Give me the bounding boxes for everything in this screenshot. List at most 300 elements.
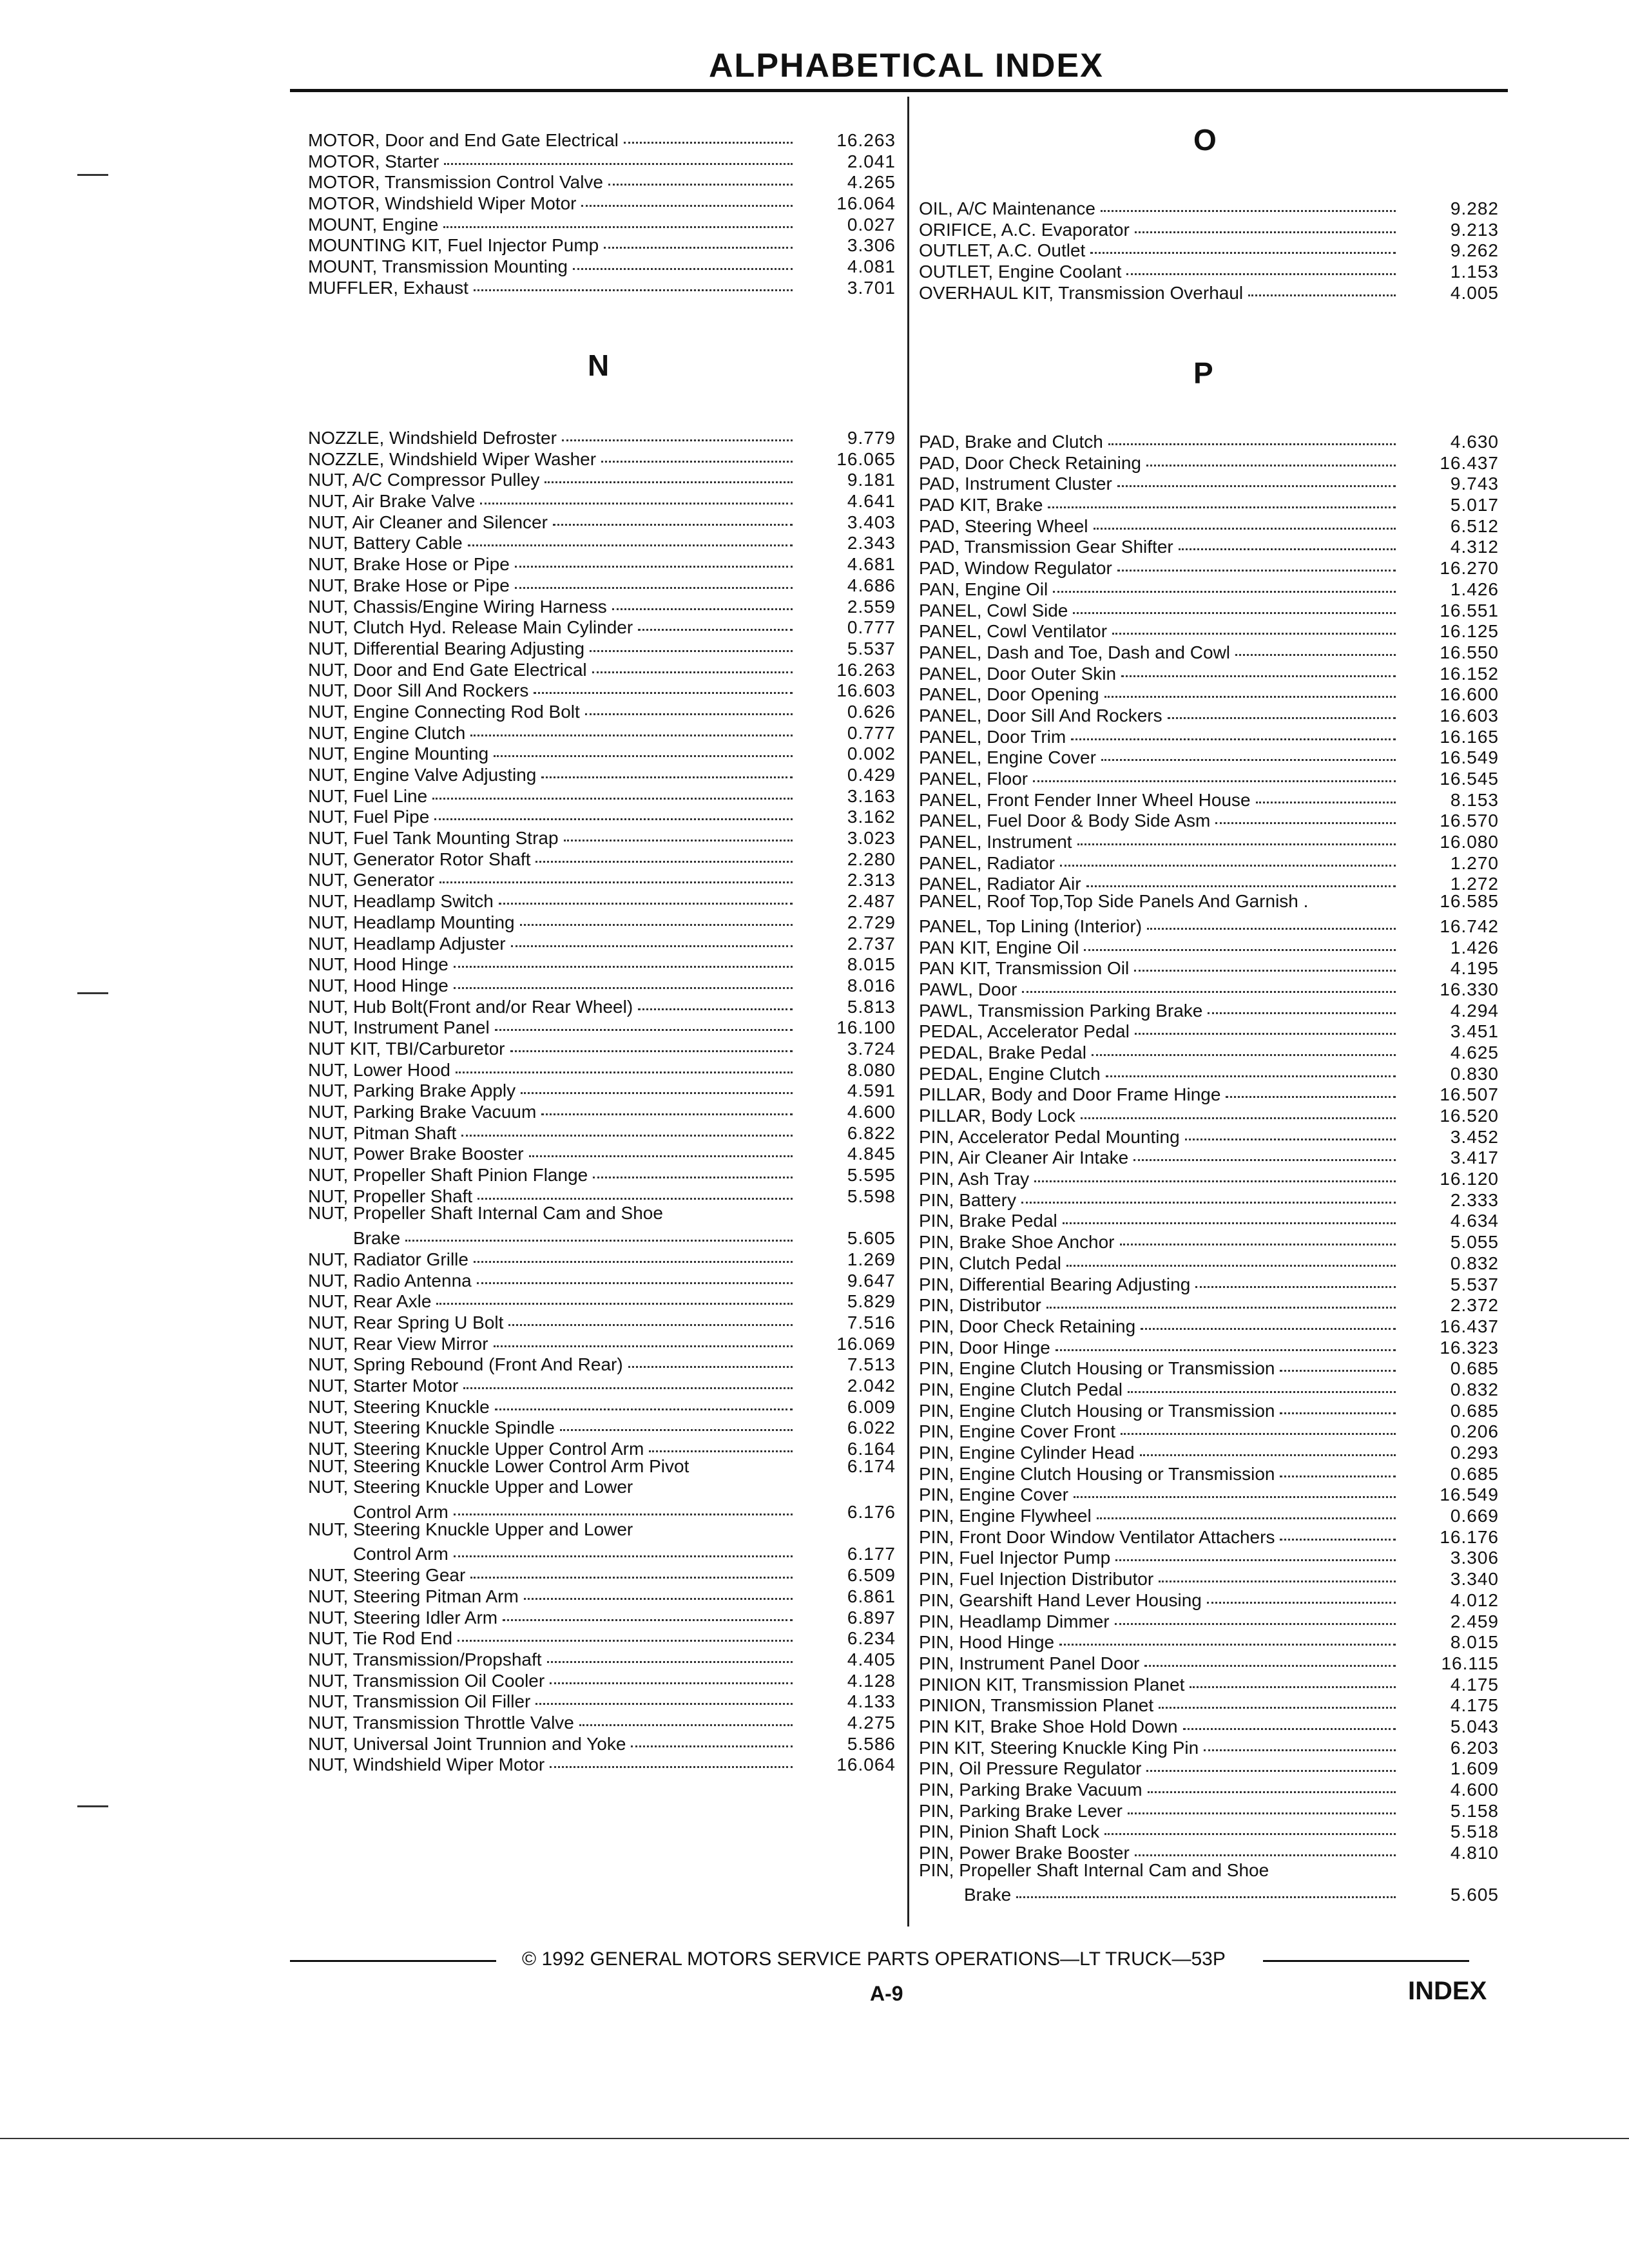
entry-page-ref: 5.537 bbox=[1450, 1274, 1499, 1294]
dot-leader bbox=[1121, 660, 1396, 677]
index-list-m bbox=[308, 126, 896, 298]
entry-name: PAD, Transmission Gear Shifter bbox=[919, 537, 1173, 557]
dot-leader bbox=[1117, 470, 1396, 487]
entry-name: PEDAL, Engine Clutch bbox=[919, 1063, 1101, 1084]
dot-leader bbox=[1077, 828, 1396, 845]
left-column bbox=[308, 126, 896, 298]
entry-page-ref: 16.152 bbox=[1440, 663, 1499, 684]
dot-leader bbox=[1195, 1271, 1396, 1288]
entry-name: MUFFLER, Exhaust bbox=[308, 277, 468, 298]
entry-page-ref: 5.605 bbox=[1450, 1885, 1499, 1905]
entry-name: NUT, Generator bbox=[308, 870, 435, 890]
dot-leader bbox=[515, 550, 793, 568]
entry-name: NUT, Air Cleaner and Silencer bbox=[308, 512, 548, 532]
entry-page-ref: 0.685 bbox=[1450, 1400, 1499, 1421]
entry-page-ref: 1.153 bbox=[1450, 262, 1499, 282]
dot-leader bbox=[1060, 849, 1396, 867]
entry-name: NUT, Parking Brake Apply bbox=[308, 1081, 516, 1101]
entry-name: PIN, Engine Cover Front bbox=[919, 1421, 1116, 1442]
entry-page-ref: 9.181 bbox=[847, 470, 896, 490]
index-entry bbox=[308, 1477, 896, 1498]
dot-leader bbox=[1055, 1334, 1396, 1351]
dot-leader bbox=[608, 168, 793, 186]
entry-page-ref: 8.080 bbox=[847, 1059, 896, 1080]
dot-leader bbox=[628, 1350, 793, 1368]
entry-name: PAD, Door Check Retaining bbox=[919, 452, 1141, 473]
entry-page-ref: 9.262 bbox=[1450, 240, 1499, 261]
entry-name: NUT, Steering Knuckle Upper and Lower bbox=[308, 1519, 633, 1539]
dot-leader bbox=[1208, 997, 1396, 1014]
entry-page-ref: 3.163 bbox=[847, 785, 896, 806]
dot-leader bbox=[1126, 258, 1396, 275]
entry-name: OIL, A/C Maintenance bbox=[919, 198, 1095, 218]
entry-page-ref: 2.343 bbox=[847, 533, 896, 553]
dot-leader bbox=[1144, 1649, 1396, 1667]
entry-name: PIN, Pinion Shaft Lock bbox=[919, 1821, 1100, 1842]
entry-page-ref: 5.586 bbox=[847, 1733, 896, 1754]
entry-name: NUT, Universal Joint Trunnion and Yoke bbox=[308, 1733, 626, 1754]
dot-leader bbox=[1207, 1586, 1396, 1604]
entry-page-ref: 5.017 bbox=[1450, 495, 1499, 515]
dot-leader bbox=[1280, 1354, 1396, 1372]
dot-leader bbox=[1101, 744, 1396, 761]
entry-name: NUT, Engine Valve Adjusting bbox=[308, 765, 537, 785]
entry-page-ref: 4.630 bbox=[1450, 432, 1499, 452]
dot-leader bbox=[470, 1561, 793, 1579]
dot-leader bbox=[468, 529, 793, 546]
entry-page-ref: 16.507 bbox=[1440, 1084, 1499, 1105]
entry-page-ref: 16.330 bbox=[1440, 979, 1499, 999]
entry-name: NUT, Propeller Shaft Pinion Flange bbox=[308, 1165, 588, 1186]
entry-page-ref: 8.016 bbox=[847, 975, 896, 995]
entry-page-ref: 4.405 bbox=[847, 1649, 896, 1669]
entry-page-ref: 3.023 bbox=[847, 828, 896, 849]
dot-leader bbox=[454, 1540, 793, 1557]
entry-name: PIN, Door Hinge bbox=[919, 1337, 1050, 1358]
entry-name: OVERHAUL KIT, Transmission Overhaul bbox=[919, 282, 1244, 303]
entry-page-ref: 6.009 bbox=[847, 1396, 896, 1417]
entry-name: PANEL, Door Outer Skin bbox=[919, 663, 1117, 684]
entry-name: PILLAR, Body Lock bbox=[919, 1106, 1075, 1126]
entry-name: NUT, Pitman Shaft bbox=[308, 1122, 457, 1143]
dot-leader bbox=[1204, 1734, 1396, 1751]
index-section-label: INDEX bbox=[1408, 1977, 1487, 2005]
entry-name: PIN, Fuel Injector Pump bbox=[919, 1548, 1111, 1568]
entry-name: OUTLET, Engine Coolant bbox=[919, 262, 1122, 282]
entry-name: PIN, Instrument Panel Door bbox=[919, 1653, 1140, 1673]
entry-page-ref: 16.064 bbox=[836, 1754, 896, 1775]
entry-name: NUT, Chassis/Engine Wiring Harness bbox=[308, 596, 607, 617]
dot-leader bbox=[1090, 236, 1396, 254]
entry-name: NOZZLE, Windshield Wiper Washer bbox=[308, 448, 597, 469]
index-entry bbox=[308, 1456, 896, 1477]
entry-name: NUT, Engine Mounting bbox=[308, 744, 489, 764]
entry-page-ref: 4.175 bbox=[1450, 1695, 1499, 1716]
entry-page-ref: 2.313 bbox=[847, 870, 896, 890]
entry-name: PIN, Accelerator Pedal Mounting bbox=[919, 1126, 1180, 1147]
entry-page-ref: 3.724 bbox=[847, 1038, 896, 1059]
dot-leader bbox=[550, 1751, 793, 1768]
entry-name: PIN, Brake Shoe Anchor bbox=[919, 1232, 1115, 1253]
entry-name: PANEL, Dash and Toe, Dash and Cowl bbox=[919, 642, 1231, 662]
entry-name: PANEL, Door Opening bbox=[919, 684, 1099, 705]
entry-name: NUT, Radio Antenna bbox=[308, 1270, 472, 1291]
dot-leader bbox=[1074, 1481, 1396, 1498]
entry-name: NUT, Steering Pitman Arm bbox=[308, 1586, 519, 1606]
entry-name: PAD, Instrument Cluster bbox=[919, 474, 1112, 494]
entry-name: MOUNTING KIT, Fuel Injector Pump bbox=[308, 235, 599, 256]
entry-name: PAN KIT, Engine Oil bbox=[919, 937, 1079, 957]
dot-leader bbox=[545, 466, 793, 483]
entry-name: PANEL, Radiator bbox=[919, 852, 1055, 873]
entry-page-ref: 9.282 bbox=[1450, 198, 1499, 218]
entry-name: NUT, Door and End Gate Electrical bbox=[308, 659, 587, 680]
dot-leader bbox=[1159, 1565, 1396, 1582]
entry-name: NUT, Rear View Mirror bbox=[308, 1333, 488, 1354]
entry-page-ref: 3.306 bbox=[1450, 1548, 1499, 1568]
entry-name: NUT, Air Brake Valve bbox=[308, 491, 476, 512]
dot-leader bbox=[592, 656, 793, 673]
dot-leader bbox=[1146, 1754, 1396, 1772]
dot-leader bbox=[541, 761, 793, 778]
entry-name: PIN, Battery bbox=[919, 1189, 1016, 1210]
entry-page-ref: 6.234 bbox=[847, 1628, 896, 1649]
index-entry bbox=[919, 195, 1499, 216]
entry-page-ref: 9.213 bbox=[1450, 219, 1499, 240]
index-entry-continuation bbox=[308, 1540, 896, 1564]
dot-leader bbox=[495, 1393, 793, 1410]
entry-name: NUT, Starter Motor bbox=[308, 1375, 459, 1396]
entry-name: NUT, Steering Idler Arm bbox=[308, 1607, 498, 1628]
entry-name: PAD, Steering Wheel bbox=[919, 515, 1088, 536]
dot-leader bbox=[1121, 1418, 1396, 1435]
dot-leader bbox=[1135, 1017, 1396, 1035]
dot-leader bbox=[1084, 934, 1396, 951]
dot-leader bbox=[1185, 1123, 1396, 1140]
entry-page-ref: 16.551 bbox=[1440, 600, 1499, 620]
entry-page-ref: 0.293 bbox=[1450, 1443, 1499, 1463]
dot-leader bbox=[1066, 1249, 1396, 1267]
index-list-o bbox=[919, 195, 1499, 303]
entry-page-ref: 16.065 bbox=[836, 448, 896, 469]
entry-page-ref: 5.158 bbox=[1450, 1800, 1499, 1821]
entry-page-ref: 5.595 bbox=[847, 1165, 896, 1186]
entry-page-ref: 2.487 bbox=[847, 891, 896, 912]
dot-leader bbox=[480, 487, 793, 505]
entry-page-ref: 1.426 bbox=[1450, 579, 1499, 599]
dot-leader bbox=[562, 424, 793, 441]
entry-page-ref: 3.340 bbox=[1450, 1569, 1499, 1590]
entry-page-ref: 2.459 bbox=[1450, 1611, 1499, 1631]
entry-name: NUT, Tie Rod End bbox=[308, 1628, 453, 1649]
dot-leader bbox=[529, 1140, 793, 1157]
scan-bottom-rule bbox=[0, 2138, 1629, 2139]
dot-leader bbox=[590, 635, 793, 652]
entry-page-ref: 5.518 bbox=[1450, 1821, 1499, 1842]
entry-name: PINION KIT, Transmission Planet bbox=[919, 1674, 1185, 1695]
entry-name: PIN, Differential Bearing Adjusting bbox=[919, 1274, 1191, 1294]
entry-page-ref: 16.100 bbox=[836, 1017, 896, 1038]
entry-page-ref: 0.777 bbox=[847, 617, 896, 638]
dot-leader bbox=[1108, 428, 1396, 445]
dot-leader bbox=[454, 950, 793, 968]
dot-leader bbox=[535, 1687, 793, 1705]
entry-page-ref: 4.600 bbox=[847, 1102, 896, 1122]
right-column-o bbox=[919, 195, 1499, 303]
dot-leader bbox=[1112, 617, 1396, 635]
entry-page-ref: 6.822 bbox=[847, 1122, 896, 1143]
entry-page-ref: 16.585 bbox=[1440, 891, 1499, 912]
section-letter-o: O bbox=[1193, 123, 1217, 157]
index-entry-continuation bbox=[308, 1224, 896, 1249]
entry-name: PIN, Brake Pedal bbox=[919, 1211, 1057, 1231]
entry-page-ref: 6.512 bbox=[1450, 515, 1499, 536]
entry-name: PIN, Engine Clutch Housing or Transmission bbox=[919, 1463, 1275, 1484]
entry-page-ref: 4.634 bbox=[1450, 1211, 1499, 1231]
entry-page-ref: 2.041 bbox=[847, 151, 896, 171]
entry-page-ref: 16.115 bbox=[1441, 1653, 1499, 1673]
entry-page-ref: 6.861 bbox=[847, 1586, 896, 1606]
entry-page-ref: 0.777 bbox=[847, 722, 896, 743]
dot-leader bbox=[1106, 1060, 1396, 1077]
entry-page-ref: 4.175 bbox=[1450, 1674, 1499, 1695]
entry-page-ref: 16.520 bbox=[1440, 1106, 1499, 1126]
entry-name: NUT, Door Sill And Rockers bbox=[308, 680, 529, 701]
entry-name: NUT, Brake Hose or Pipe bbox=[308, 554, 510, 575]
entry-page-ref: 6.176 bbox=[847, 1502, 896, 1523]
entry-name: NUT, Engine Clutch bbox=[308, 722, 466, 743]
entry-page-ref: 6.509 bbox=[847, 1565, 896, 1586]
entry-page-ref: 8.153 bbox=[1450, 789, 1499, 810]
entry-name: PEDAL, Brake Pedal bbox=[919, 1042, 1086, 1062]
entry-page-ref: 5.605 bbox=[847, 1228, 896, 1249]
entry-name: PEDAL, Accelerator Pedal bbox=[919, 1021, 1130, 1042]
entry-page-ref: 16.550 bbox=[1440, 642, 1499, 662]
dot-leader bbox=[534, 677, 793, 694]
dot-leader bbox=[520, 908, 793, 926]
entry-page-ref: 4.686 bbox=[847, 575, 896, 595]
dot-leader bbox=[1094, 512, 1396, 530]
entry-page-ref: 0.685 bbox=[1450, 1463, 1499, 1484]
entry-page-ref: 6.022 bbox=[847, 1418, 896, 1438]
dot-leader bbox=[1046, 1291, 1396, 1309]
entry-name: PIN, Gearshift Hand Lever Housing bbox=[919, 1590, 1202, 1610]
dot-leader bbox=[1146, 449, 1396, 466]
dot-leader bbox=[454, 1498, 793, 1515]
dot-leader bbox=[470, 719, 793, 736]
entry-page-ref: 4.845 bbox=[847, 1144, 896, 1164]
dot-leader bbox=[405, 1224, 793, 1242]
dot-leader bbox=[601, 445, 793, 463]
dot-leader bbox=[494, 1330, 793, 1347]
entry-name: NUT, Windshield Wiper Motor bbox=[308, 1754, 545, 1775]
entry-name: NUT, Instrument Panel bbox=[308, 1017, 490, 1038]
entry-page-ref: 2.737 bbox=[847, 933, 896, 954]
dot-leader bbox=[579, 1709, 793, 1726]
entry-page-ref: 16.176 bbox=[1440, 1526, 1499, 1547]
entry-page-ref: 0.669 bbox=[1450, 1506, 1499, 1526]
dot-leader bbox=[1159, 1691, 1396, 1709]
entry-name: PANEL, Front Fender Inner Wheel House bbox=[919, 789, 1251, 810]
dot-leader bbox=[474, 274, 793, 291]
footer-rule-right bbox=[1263, 1960, 1469, 1962]
column-divider bbox=[907, 97, 909, 1927]
entry-name: PIN KIT, Brake Shoe Hold Down bbox=[919, 1716, 1178, 1736]
entry-name: PIN, Headlamp Dimmer bbox=[919, 1611, 1110, 1631]
entry-name-continued: Brake bbox=[964, 1885, 1012, 1905]
entry-name: PANEL, Radiator Air bbox=[919, 874, 1081, 894]
entry-page-ref: 4.600 bbox=[1450, 1780, 1499, 1800]
entry-page-ref: 16.437 bbox=[1440, 452, 1499, 473]
dot-leader bbox=[1280, 1523, 1396, 1541]
entry-name: NUT, Hub Bolt(Front and/or Rear Wheel) bbox=[308, 996, 633, 1017]
entry-page-ref: 0.429 bbox=[847, 765, 896, 785]
entry-name: PIN, Engine Cover bbox=[919, 1485, 1068, 1505]
entry-name: PANEL, Roof Top,Top Side Panels And Garnish . bbox=[919, 891, 1309, 912]
entry-page-ref: 0.832 bbox=[1450, 1253, 1499, 1273]
entry-name: MOUNT, Engine bbox=[308, 214, 439, 235]
entry-page-ref: 16.603 bbox=[1440, 705, 1499, 726]
entry-name-continued: Control Arm bbox=[353, 1544, 448, 1564]
dot-leader bbox=[515, 572, 793, 589]
entry-name: MOUNT, Transmission Mounting bbox=[308, 256, 568, 277]
entry-page-ref: 2.559 bbox=[847, 596, 896, 617]
section-letter-n: N bbox=[588, 349, 610, 382]
dot-leader bbox=[1226, 1081, 1396, 1098]
entry-name: PAD KIT, Brake bbox=[919, 495, 1043, 515]
entry-name: NUT, Steering Knuckle Lower Control Arm Pivot bbox=[308, 1456, 689, 1476]
dot-leader bbox=[508, 1309, 793, 1326]
entry-page-ref: 3.417 bbox=[1450, 1148, 1499, 1168]
entry-page-ref: 16.603 bbox=[836, 680, 896, 701]
entry-page-ref: 3.452 bbox=[1450, 1126, 1499, 1147]
entry-name: PANEL, Cowl Ventilator bbox=[919, 621, 1108, 642]
dot-leader bbox=[1128, 1797, 1396, 1814]
dot-leader bbox=[477, 1267, 793, 1284]
dot-leader bbox=[535, 845, 793, 863]
dot-leader bbox=[1140, 1439, 1396, 1456]
index-entry bbox=[919, 912, 1499, 934]
section-letter-p: P bbox=[1193, 356, 1213, 390]
entry-name: NUT, Transmission Oil Filler bbox=[308, 1691, 531, 1712]
dot-leader bbox=[1104, 1818, 1396, 1835]
entry-page-ref: 16.742 bbox=[1440, 916, 1499, 936]
entry-page-ref: 8.015 bbox=[1450, 1632, 1499, 1653]
entry-name: NUT KIT, TBI/Carburetor bbox=[308, 1038, 505, 1059]
entry-name: PIN, Door Check Retaining bbox=[919, 1316, 1136, 1336]
dot-leader bbox=[1101, 195, 1396, 212]
entry-name: PIN, Hood Hinge bbox=[919, 1632, 1055, 1653]
entry-name: NUT, Clutch Hyd. Release Main Cylinder bbox=[308, 617, 633, 638]
entry-name: NUT, Rear Axle bbox=[308, 1291, 432, 1312]
entry-name: PANEL, Engine Cover bbox=[919, 747, 1096, 768]
dot-leader bbox=[439, 866, 793, 883]
entry-name: MOTOR, Windshield Wiper Motor bbox=[308, 193, 577, 214]
entry-page-ref: 6.177 bbox=[847, 1544, 896, 1564]
dot-leader bbox=[1115, 1544, 1396, 1561]
entry-page-ref: 4.265 bbox=[847, 172, 896, 193]
dot-leader bbox=[541, 1098, 793, 1115]
dot-leader bbox=[1104, 680, 1396, 698]
dot-leader bbox=[573, 253, 793, 270]
entry-name: NUT, Steering Knuckle bbox=[308, 1396, 490, 1417]
entry-name: PIN, Oil Pressure Regulator bbox=[919, 1758, 1142, 1779]
entry-name: NUT, Brake Hose or Pipe bbox=[308, 575, 510, 595]
entry-name: PINION, Transmission Planet bbox=[919, 1695, 1154, 1716]
dot-leader bbox=[1248, 279, 1396, 296]
entry-page-ref: 16.263 bbox=[836, 130, 896, 150]
entry-page-ref: 6.164 bbox=[847, 1439, 896, 1459]
entry-name: NUT, Lower Hood bbox=[308, 1059, 450, 1080]
entry-page-ref: 6.897 bbox=[847, 1607, 896, 1628]
dot-leader bbox=[638, 613, 793, 631]
dot-leader bbox=[1063, 1207, 1396, 1224]
entry-name: PANEL, Floor bbox=[919, 769, 1028, 789]
entry-page-ref: 5.043 bbox=[1450, 1716, 1499, 1736]
entry-name: NUT, Headlamp Mounting bbox=[308, 912, 515, 932]
entry-page-ref: 1.270 bbox=[1450, 852, 1499, 873]
index-entry-continuation bbox=[308, 1498, 896, 1523]
entry-name: NUT, Spring Rebound (Front And Rear) bbox=[308, 1354, 623, 1375]
entry-page-ref: 4.641 bbox=[847, 491, 896, 512]
index-list-p bbox=[919, 428, 1499, 1905]
entry-name: ORIFICE, A.C. Evaporator bbox=[919, 219, 1130, 240]
dot-leader bbox=[1117, 554, 1396, 572]
entry-name: MOTOR, Door and End Gate Electrical bbox=[308, 130, 619, 150]
dot-leader bbox=[1133, 1144, 1396, 1161]
entry-page-ref: 4.625 bbox=[1450, 1042, 1499, 1062]
entry-name: NUT, Headlamp Switch bbox=[308, 891, 494, 912]
entry-page-ref: 16.437 bbox=[1440, 1316, 1499, 1336]
entry-page-ref: 4.810 bbox=[1450, 1843, 1499, 1863]
entry-page-ref: 16.570 bbox=[1440, 811, 1499, 831]
dot-leader bbox=[1115, 1608, 1396, 1625]
entry-name: PANEL, Cowl Side bbox=[919, 600, 1068, 620]
dot-leader bbox=[553, 508, 793, 526]
entry-page-ref: 16.549 bbox=[1440, 747, 1499, 768]
footer-copyright: © 1992 GENERAL MOTORS SERVICE PARTS OPERATIONS—LT TRUCK—53P bbox=[522, 1948, 1226, 1970]
entry-name: PAN, Engine Oil bbox=[919, 579, 1048, 599]
entry-name: PAN KIT, Transmission Oil bbox=[919, 958, 1130, 979]
dot-leader bbox=[511, 930, 793, 947]
entry-page-ref: 4.195 bbox=[1450, 958, 1499, 979]
dot-leader bbox=[1179, 533, 1396, 550]
dot-leader bbox=[503, 1604, 793, 1621]
dot-leader bbox=[499, 887, 793, 905]
index-entry bbox=[308, 126, 896, 148]
dot-leader bbox=[1235, 639, 1396, 656]
dot-leader bbox=[495, 1014, 793, 1031]
dot-leader bbox=[436, 1287, 793, 1305]
dot-leader bbox=[1147, 912, 1396, 930]
entry-page-ref: 16.323 bbox=[1440, 1337, 1499, 1358]
entry-name: PANEL, Door Sill And Rockers bbox=[919, 705, 1162, 726]
entry-name: NUT, Hood Hinge bbox=[308, 954, 448, 975]
entry-name: NUT, Fuel Tank Mounting Strap bbox=[308, 828, 559, 849]
margin-mark bbox=[77, 1805, 108, 1807]
dot-leader bbox=[638, 993, 793, 1010]
entry-name: PIN, Ash Tray bbox=[919, 1169, 1030, 1189]
index-entry bbox=[919, 891, 1499, 912]
dot-leader bbox=[564, 824, 793, 841]
entry-page-ref: 1.609 bbox=[1450, 1758, 1499, 1779]
entry-name: NUT, Propeller Shaft bbox=[308, 1186, 473, 1206]
entry-name: NUT, Generator Rotor Shaft bbox=[308, 849, 531, 869]
entry-name: PAWL, Door bbox=[919, 979, 1017, 999]
page-title: ALPHABETICAL INDEX bbox=[709, 47, 1104, 84]
dot-leader bbox=[434, 803, 793, 820]
entry-page-ref: 9.647 bbox=[847, 1270, 896, 1291]
